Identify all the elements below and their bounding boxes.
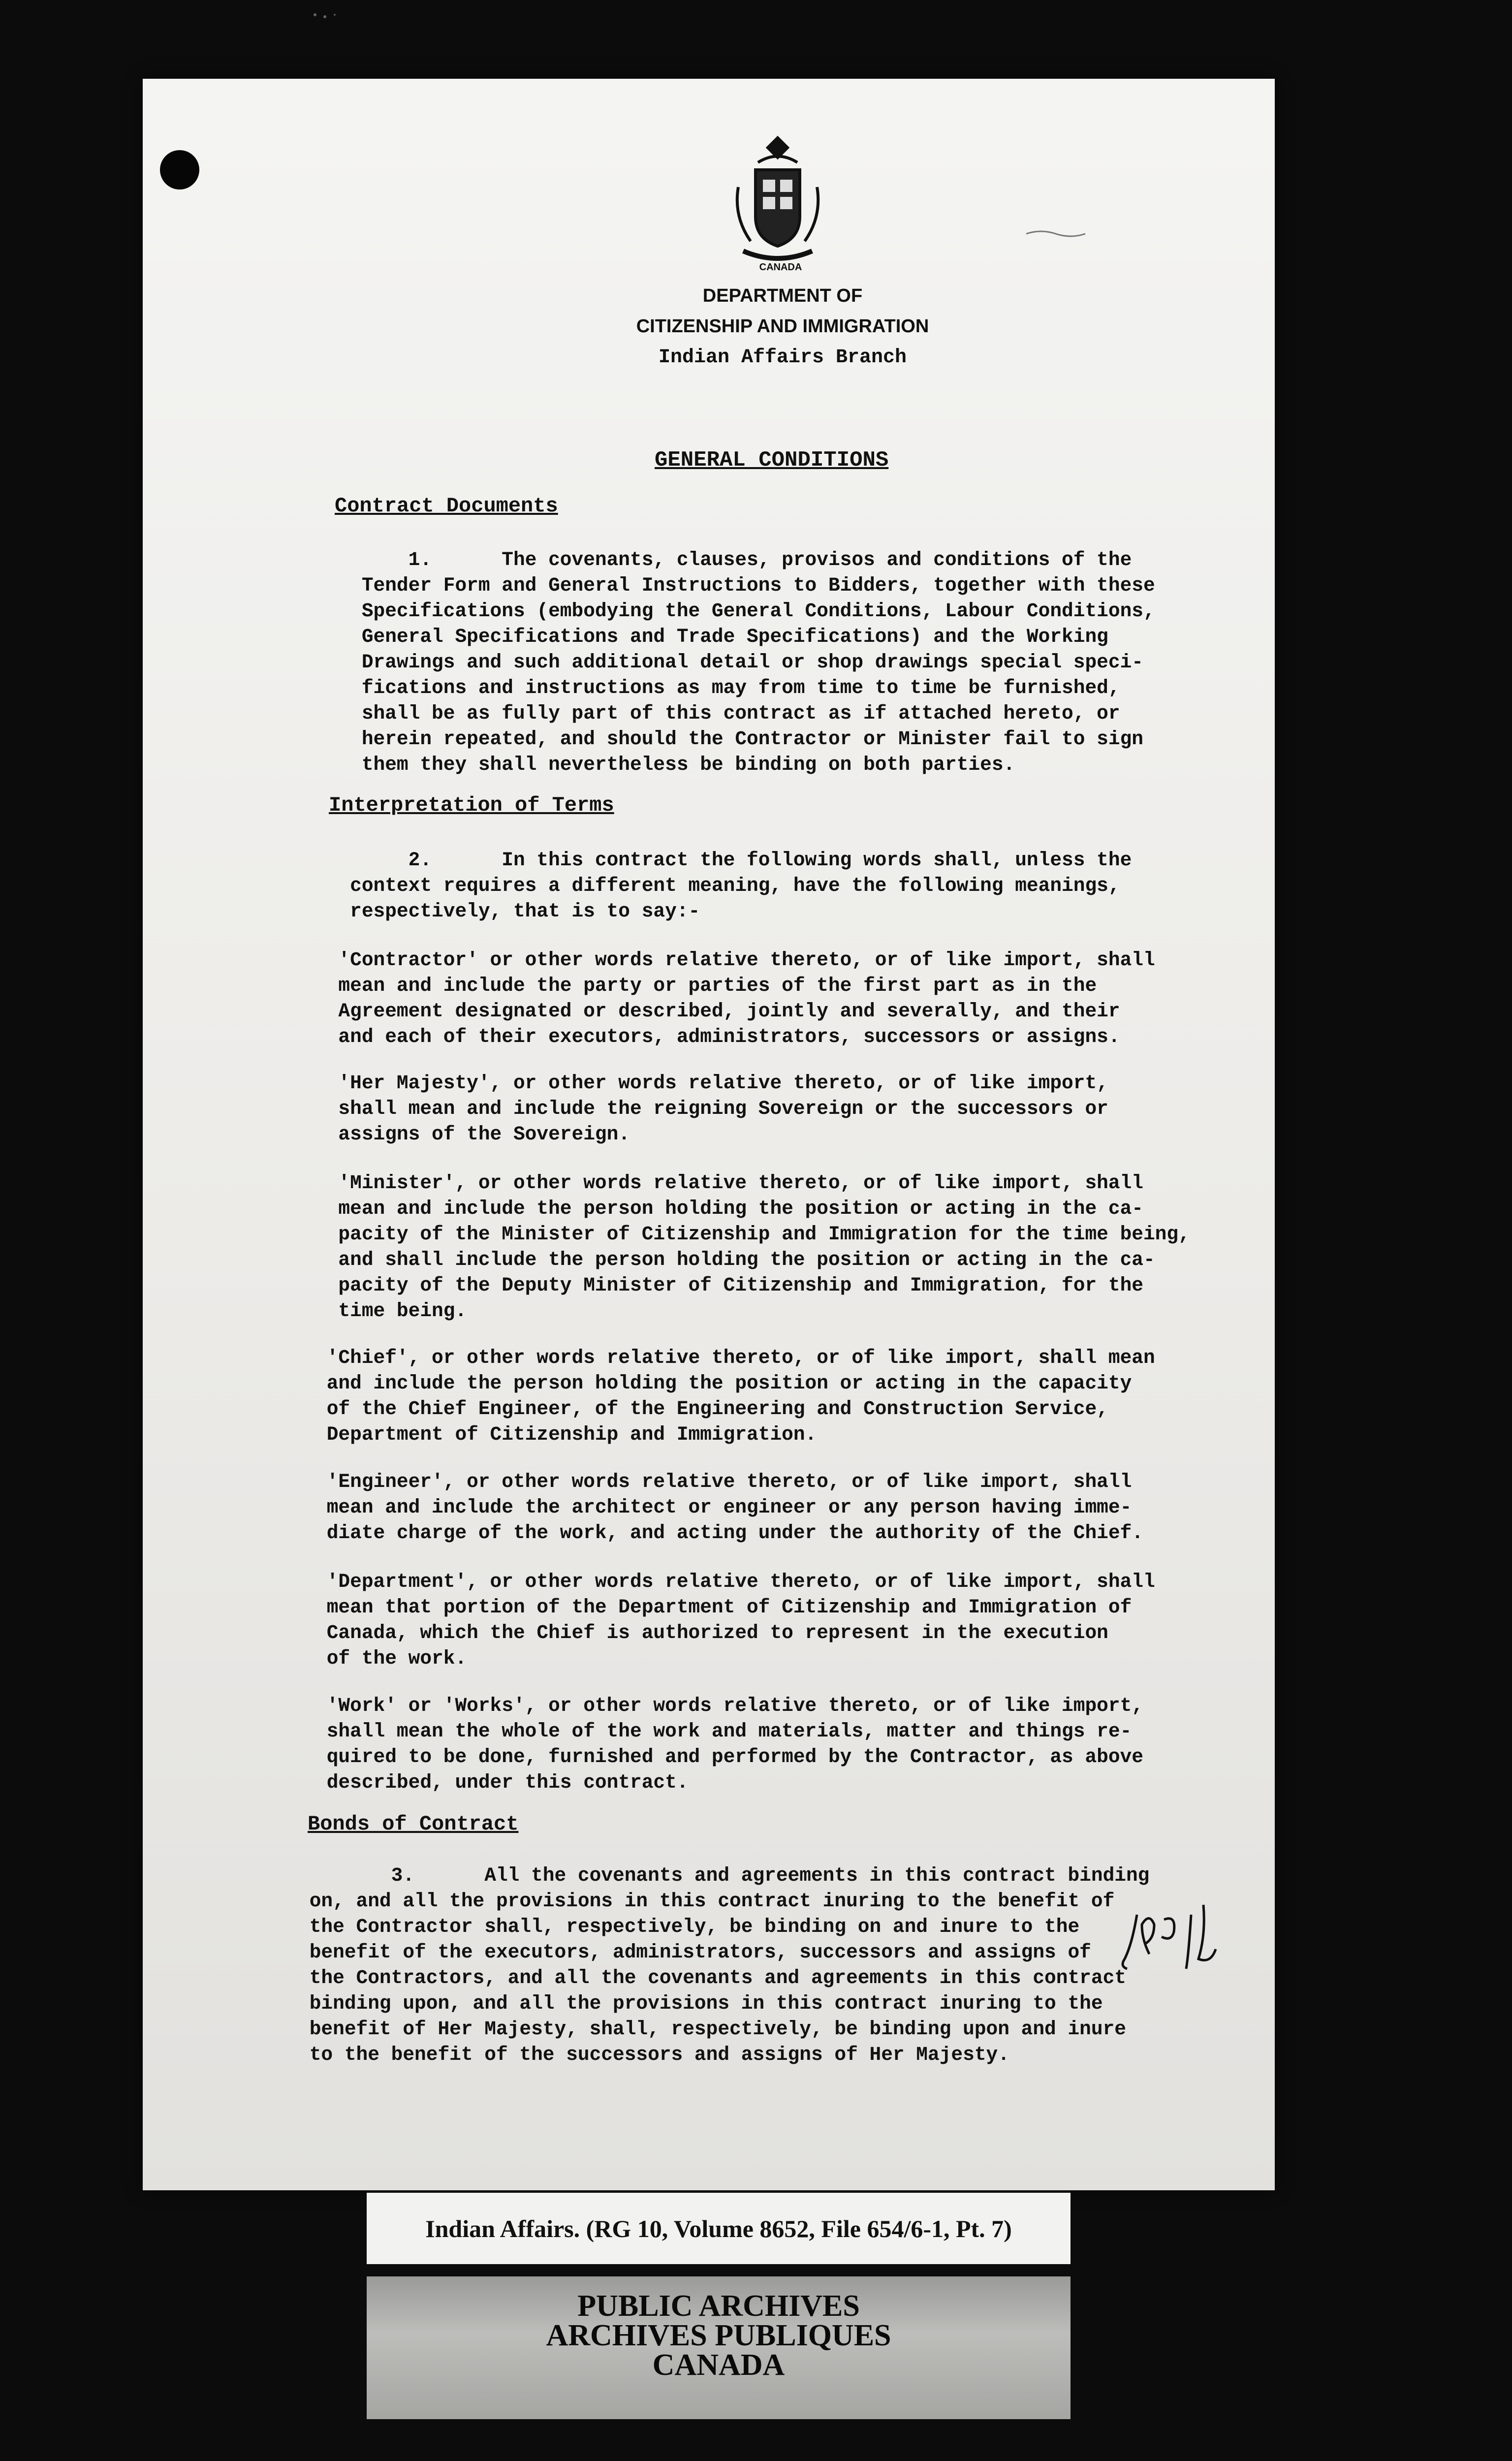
clause-3-text: 3. All the covenants and agreements in this contract binding on, and all the provisions in this contract inuring to the benefit of the Contractor shall, respectively, be binding on and inure to the benefit of the executors, administrators, successors and assigns of the Contractors, and all the covenants and agreements in this contract binding upon, and all the provisions in this contract inuring to the benefit of Her Majesty, shall, respectively, be binding upon and inure to the benefit of the successors and assigns of Her Majesty.	[309, 1864, 1150, 2066]
coat-of-arms-crest	[728, 133, 827, 276]
definition-work: 'Work' or 'Works', or other words relative thereto, or of like import, shall mean the whole of the work and materials, matter and things re- quired to be done, furnished and performed by the Contractor, as above described, under this contract.	[326, 1695, 1143, 1794]
clause-1-text: 1. The covenants, clauses, provisos and conditions of the Tender Form and General Instructions to Bidders, together with these Specifications (embodying the General Conditions, Labour Conditions, General Specifications and Trade Specifications) and the Working Drawings and such additional detail or shop drawings special speci- fications and instructions as may from time to time be furnished, shall be as fully part of this contract as if attached hereto, or herein repeated, and should the Contractor or Minister fail to sign them they shall nevertheless be binding on both parties.	[361, 549, 1155, 776]
department-line-1: DEPARTMENT OF	[702, 285, 863, 306]
definition-contractor: 'Contractor' or other words relative thereto, or of like import, shall mean and include the party or parties of the first part as in the Agreement designated or described, jointly and severally, and their and each of their executors, administrators, successors or assigns.	[338, 949, 1155, 1048]
definition-engineer: 'Engineer', or other words relative thereto, or of like import, shall mean and include the architect or engineer or any person having imme- diate charge of the work, and acting under the authority of the Chief.	[326, 1471, 1143, 1544]
definition-her-majesty: 'Her Majesty', or other words relative thereto, or of like import, shall mean and include the reigning Sovereign or the successors or assigns of the Sovereign.	[338, 1072, 1108, 1145]
archive-reference-label	[367, 2193, 1071, 2264]
clause-2-intro: 2. In this contract the following words shall, unless the context requires a different meaning, have the following meanings, respectively, that is to say:-	[350, 849, 1132, 922]
country-label: CANADA	[759, 262, 802, 273]
margin-annotation	[1024, 226, 1102, 241]
definition-chief: 'Chief', or other words relative thereto, or of like import, shall mean and include the person holding the position or acting in the capacity of the Chief Engineer, of the Engineering and Construction Service, Department of Citizenship and Immigration.	[326, 1347, 1155, 1446]
section-heading-bonds: Bonds of Contract	[308, 1812, 519, 1836]
definition-minister: 'Minister', or other words relative thereto, or of like import, shall mean and include the person holding the position or acting in the ca- pacity of the Minister of Citizenship and Immigration for the time being, and shall include the person holding the position or acting in the ca- pacity of the Deputy Minister of Citizenship and Immigration, for the time being.	[338, 1172, 1190, 1322]
punch-hole	[160, 150, 199, 189]
scan-speckle	[295, 0, 394, 30]
archive-reference-text: Indian Affairs. (RG 10, Volume 8652, File 654/6-1, Pt. 7)	[425, 2214, 1012, 2242]
archive-stamp-line-1: PUBLIC ARCHIVES	[577, 2289, 860, 2323]
archive-stamp-line-2: ARCHIVES PUBLIQUES	[546, 2319, 891, 2352]
section-heading-contract-documents: Contract Documents	[335, 494, 558, 518]
department-line-2: CITIZENSHIP AND IMMIGRATION	[636, 316, 929, 337]
handwritten-initials	[1117, 1885, 1245, 1984]
definition-department: 'Department', or other words relative thereto, or of like import, shall mean that portion of the Department of Citizenship and Immigration of Canada, which the Chief is authorized to represent in the execution of the work.	[326, 1571, 1155, 1670]
branch-name: Indian Affairs Branch	[658, 347, 907, 369]
document-title: GENERAL CONDITIONS	[655, 448, 889, 473]
section-heading-interpretation: Interpretation of Terms	[329, 793, 614, 817]
archive-stamp-line-3: CANADA	[652, 2348, 785, 2382]
